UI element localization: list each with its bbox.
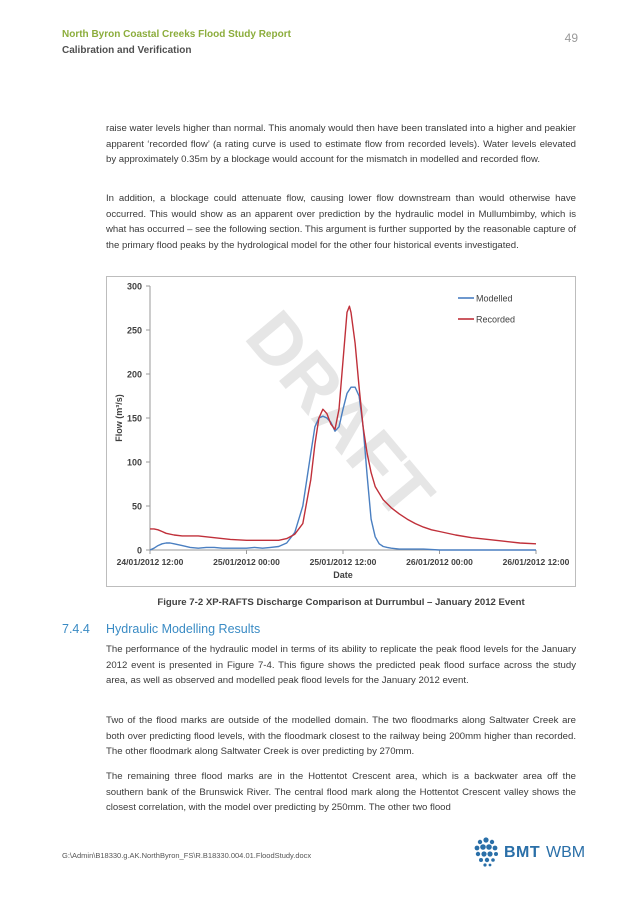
page-number: 49	[564, 31, 578, 45]
y-axis-title: Flow (m³/s)	[114, 394, 124, 442]
section-header: Calibration and Verification	[62, 45, 192, 56]
paragraph-hottentot-crescent: The remaining three flood marks are in the Hottentot Crescent area, which is a backwater area off the southern bank of the Brunswick River. The central flood mark along the Hottentot Crescent valley shows the closest correlation, with the model over predicting by 250mm. The other two flood	[106, 771, 576, 814]
section-heading: Hydraulic Modelling Results	[106, 622, 261, 636]
logo-text-bmt: BMT	[504, 844, 541, 861]
globe-icon	[470, 834, 502, 870]
footer-file-path: G:\Admin\B18330.g.AK.NorthByron_FS\R.B18330.004.01.FloodStudy.docx	[62, 851, 312, 860]
x-tick-label: 24/01/2012 12:00	[116, 557, 184, 567]
report-title: North Byron Coastal Creeks Flood Study Report	[62, 29, 291, 40]
paragraph-hydraulic-performance: The performance of the hydraulic model in terms of its ability to replicate the peak flood levels for the January 2012 event is presented in Figure 7-4. This figure shows the predicted peak flood surface across the study area, as well as observed and modelled peak flood levels for the January 2012 event.	[106, 644, 576, 687]
bmt-wbm-logo	[470, 832, 586, 872]
x-tick-label: 25/01/2012 00:00	[213, 557, 280, 567]
x-axis-title: Date	[333, 570, 353, 580]
y-tick-label: 50	[131, 501, 142, 512]
x-tick-label: 25/01/2012 12:00	[309, 557, 377, 567]
paragraph-blockage-levels: raise water levels higher than normal. This anomaly would then have been translated into a higher and peakier apparent ‘recorded flow’ (a rating curve is used to estimate flow from recorded levels). Water levels elevated by approximately 0.35m by a blockage would account for the mismatch in modelled and recorded flow.	[106, 123, 576, 166]
y-tick-label: 300	[126, 281, 142, 292]
y-tick-label: 150	[126, 413, 142, 424]
section-number: 7.4.4	[62, 622, 90, 636]
legend-label-modelled: Modelled	[476, 293, 513, 304]
paragraph-blockage-attenuation: In addition, a blockage could attenuate flow, causing lower flow downstream than would otherwise have occurred. This would show as an apparent over prediction by the hydraulic model in Mullumbimby, which is what has occurred – see the following section. This argument is further supported by the reasonable capture of the primary flood peaks by the hydrological model for the other four historical events investigated.	[106, 193, 576, 251]
paragraph-saltwater-creek: Two of the flood marks are outside of the modelled domain. The two floodmarks along Saltwater Creek are both over predicting flood levels, with the floodmark closest to the railway being 200mm higher than recorded. The other floodmark along Saltwater Creek is over predicting by 270mm.	[106, 715, 576, 758]
legend-label-recorded: Recorded	[476, 314, 516, 325]
y-tick-label: 200	[126, 369, 142, 380]
draft-watermark: DRAFT	[230, 296, 449, 535]
y-tick-label: 0	[136, 545, 142, 556]
y-tick-label: 250	[126, 325, 142, 336]
y-tick-label: 100	[126, 457, 142, 468]
x-tick-label: 26/01/2012 12:00	[502, 557, 570, 567]
discharge-chart	[106, 276, 576, 587]
figure-caption: Figure 7-2 XP-RAFTS Discharge Comparison at Durrumbul – January 2012 Event	[157, 597, 525, 608]
logo-text-wbm: WBM	[546, 844, 586, 861]
x-tick-label: 26/01/2012 00:00	[406, 557, 473, 567]
discharge-chart-svg	[106, 276, 576, 587]
